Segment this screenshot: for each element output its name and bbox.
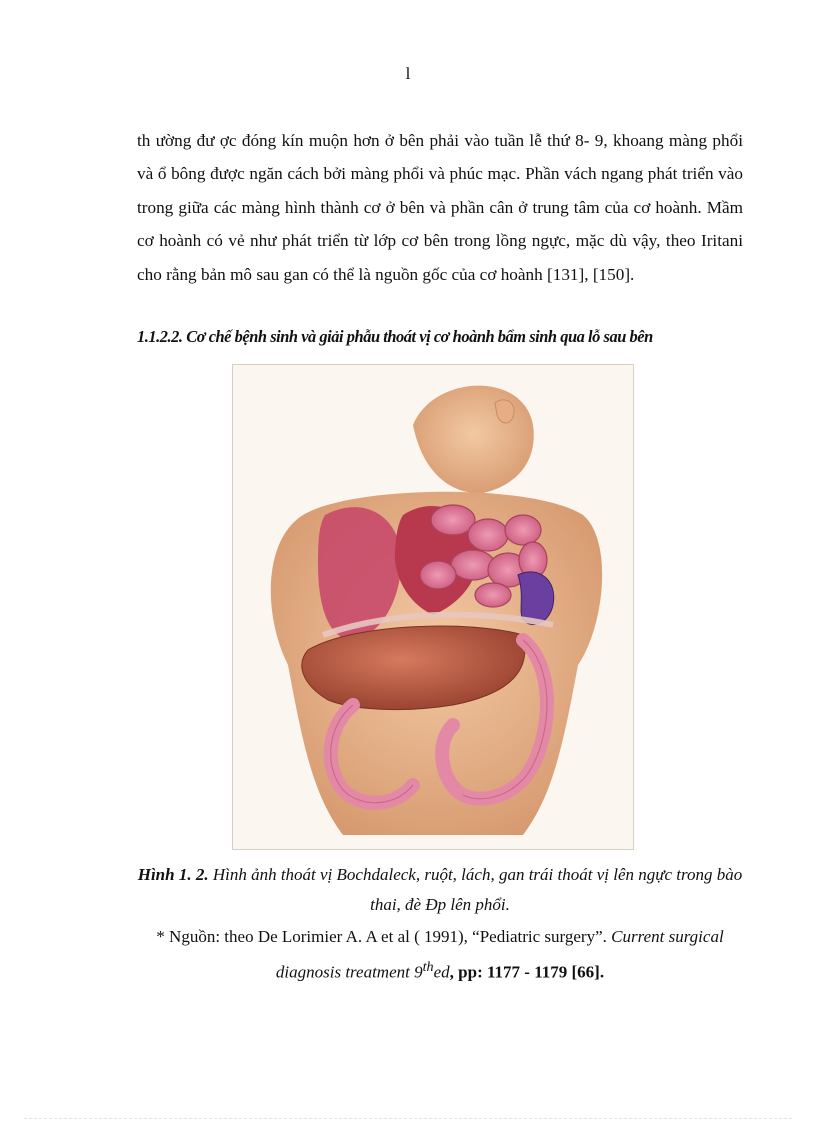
source-pages: , pp: 1177 - 1179 [66].: [449, 962, 605, 982]
page-number: l: [405, 64, 411, 83]
source-journal: Current surgical diagnosis treatment 9: [275, 927, 724, 982]
page-bottom-divider: [24, 1118, 792, 1119]
section-heading: 1.1.2.2. Cơ chế bệnh sinh và giải phẫu thoát vị cơ hoành bẩm sinh qua lỗ sau bên: [137, 327, 653, 346]
source-edition-suffix: ed: [433, 962, 450, 982]
anatomy-illustration: [233, 365, 633, 849]
source-prefix: * Nguồn: theo De Lorimier A. A et al ( 1991),: [156, 927, 468, 946]
source-article: “Pediatric surgery”.: [472, 927, 607, 946]
figure-caption: [137, 860, 743, 920]
figure-image: [232, 364, 634, 850]
body-paragraph: th ường đư ợc đóng kín muộn hơn ở bên phải vào tuần lễ thứ 8- 9, khoang màng phổi và ổ bông được ngăn cách bởi màng phổi và phúc mạc. Phần vách ngang phát triển vào trong giữa các màng hình thành cơ ở bên và phần cân ở trung tâm của cơ hoành. Mầm cơ hoành có vẻ như phát triển từ lớp cơ bên trong lồng ngực, mặc dù vậy, theo Iritani cho rằng bản mô sau gan có thể là nguồn gốc của cơ hoành [131], [150].: [137, 131, 743, 284]
figure-source: [137, 922, 743, 988]
caption-label: Hình 1. 2.: [137, 865, 209, 884]
source-edition-sup: th: [422, 959, 434, 975]
head-shape: [413, 386, 534, 494]
caption-text: Hình ảnh thoát vị Bochdaleck, ruột, lách, gan trái thoát vị lên ngực trong bào thai, đè Ðp lên phổi.: [212, 865, 743, 914]
body-text: [137, 124, 743, 291]
